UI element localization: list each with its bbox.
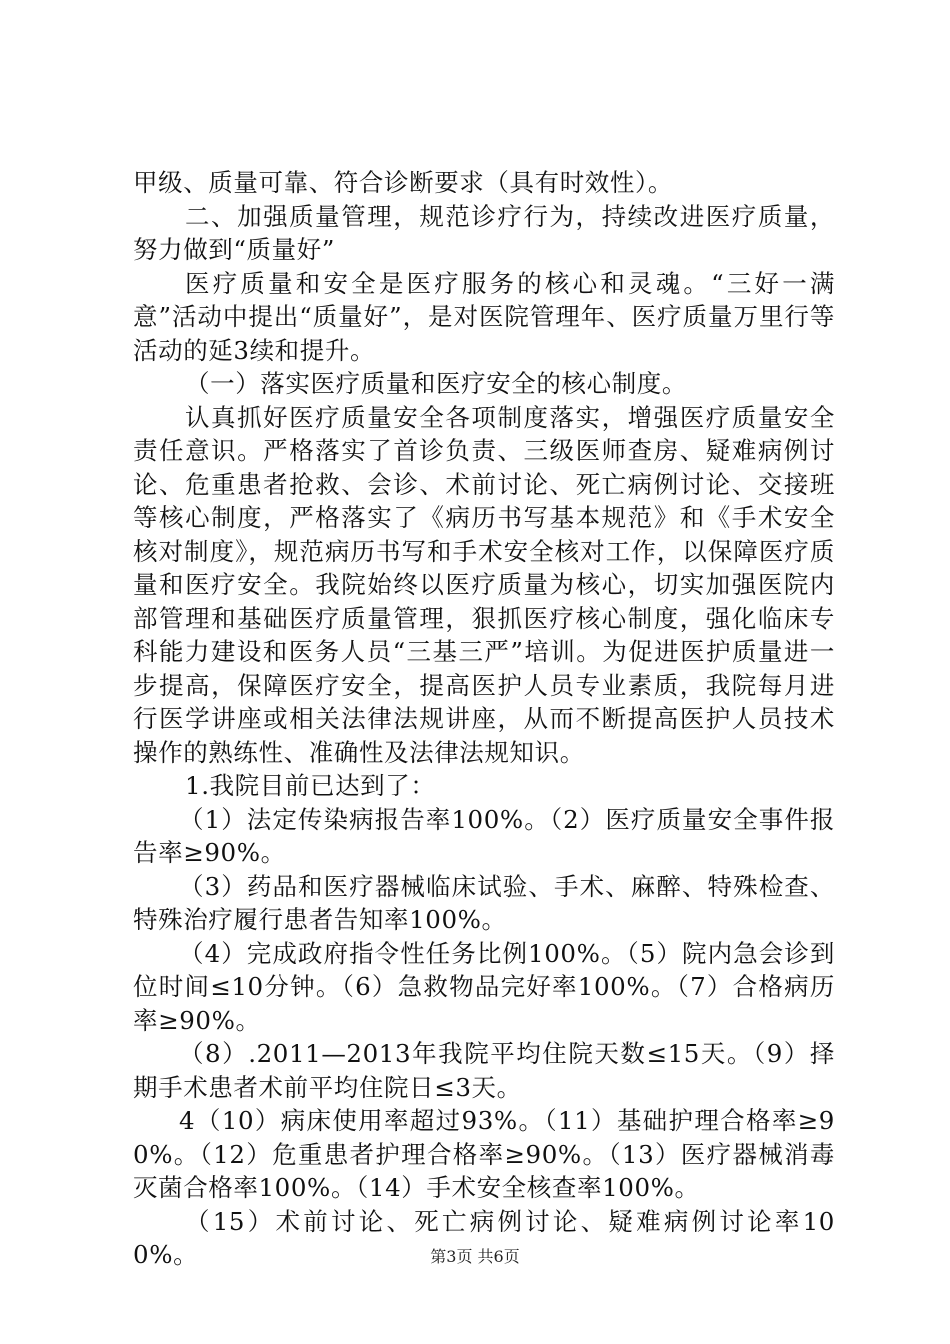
section-heading-2: 二、加强质量管理，规范诊疗行为，持续改进医疗质量，努力做到“质量好” <box>133 201 835 264</box>
subsection-heading-1: （一）落实医疗质量和医疗安全的核心制度。 <box>185 369 687 398</box>
list-item: （3）药品和医疗器械临床试验、手术、麻醉、特殊检查、特殊治疗履行患者告知率100%。 <box>133 871 835 934</box>
page-number-footer: 第3页 共6页 <box>430 1247 520 1266</box>
list-intro: 1.我院目前已达到了： <box>185 771 436 800</box>
list-item: 4（10）病床使用率超过93%。（11）基础护理合格率≥90%。（12）危重患者护理合格率≥90%。（13）医疗器械消毒灭菌合格率100%。（14）手术安全核查率100%。 <box>133 1106 835 1202</box>
document-body <box>133 166 835 1272</box>
list-item: （15）术前讨论、死亡病例讨论、疑难病例讨论率100%。 <box>133 1206 835 1269</box>
list-item: （4）完成政府指令性任务比例100%。（5）院内急会诊到位时间≤10分钟。（6）急救物品完好率100%。（7）合格病历率≥90%。 <box>133 938 835 1035</box>
list-item: （8）.2011—2013年我院平均住院天数≤15天。（9）择期手术患者术前平均住院日≤3天。 <box>133 1039 835 1102</box>
paragraph-quality-core: 医疗质量和安全是医疗服务的核心和灵魂。“三好一满意”活动中提出“质量好”，是对医院管理年、医疗质量万里行等活动的延3续和提升。 <box>133 268 835 365</box>
paragraph-core-systems: 认真抓好医疗质量安全各项制度落实，增强医疗质量安全责任意识。严格落实了首诊负责、三级医师查房、疑难病例讨论、危重患者抢救、会诊、术前讨论、死亡病例讨论、交接班等核心制度，严格落实了《病历书写基本规范》和《手术安全核对制度》，规范病历书写和手术安全核对工作，以保障医疗质量和医疗安全。我院始终以医疗质量为核心，切实加强医院内部管理和基础医疗质量管理，狠抓医疗核心制度，强化临床专科能力建设和医务人员“三基三严”培训。为促进医护质量进一步提高，保障医疗安全，提高医护人员专业素质，我院每月进行医学讲座或相关法律法规讲座，从而不断提高医护人员技术操作的熟练性、准确性及法律法规知识。 <box>133 402 835 767</box>
list-item: （1）法定传染病报告率100%。（2）医疗质量安全事件报告率≥90%。 <box>133 804 835 867</box>
paragraph-continuation: 甲级、质量可靠、符合诊断要求（具有时效性）。 <box>133 168 673 197</box>
